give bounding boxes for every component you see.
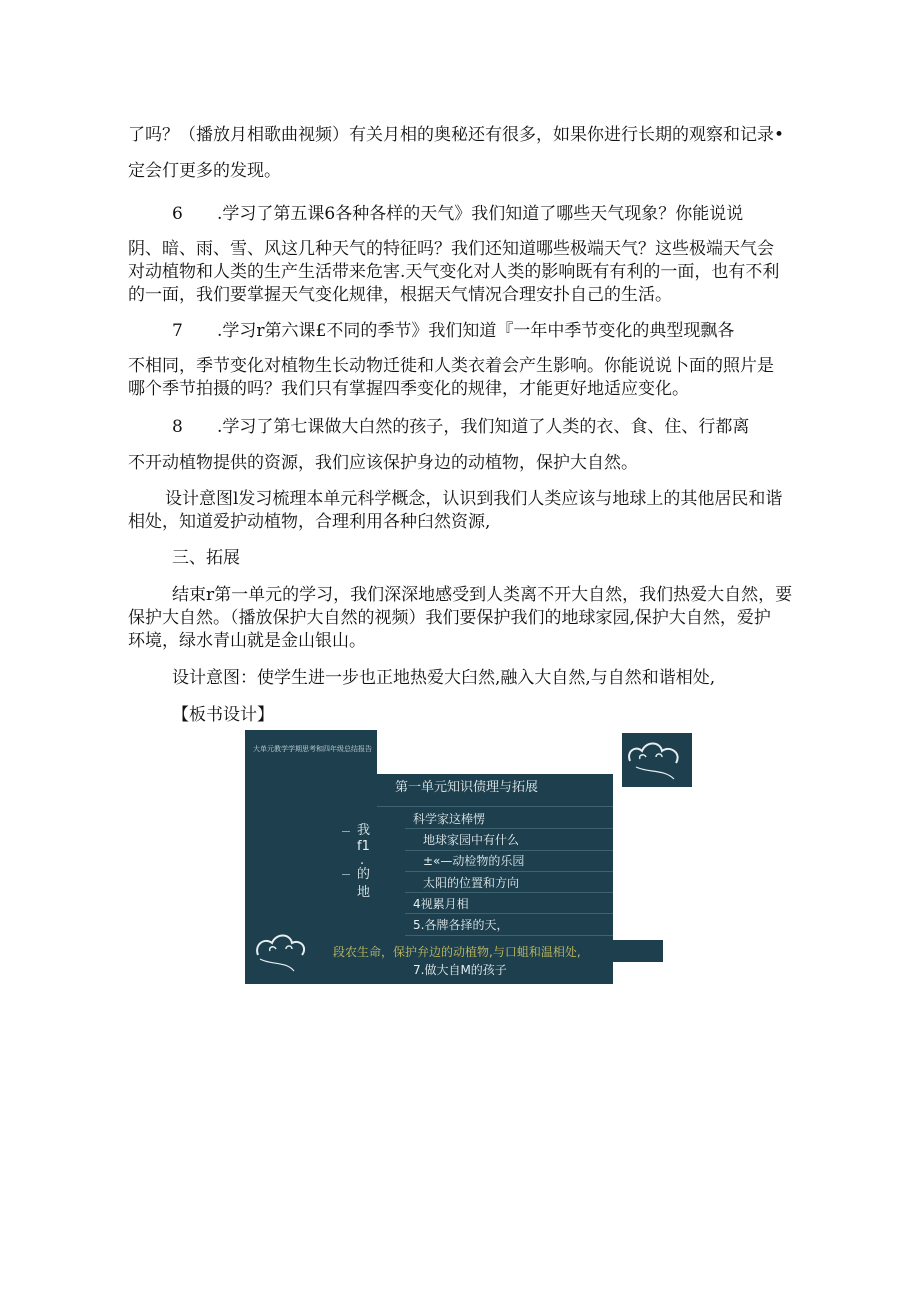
board-row-line (405, 935, 613, 936)
board-row: 7.做大自M的孩子 (413, 963, 507, 977)
board-vertical-char: 我 (357, 823, 371, 838)
list-number: 7 (172, 321, 183, 341)
section-heading: 三、拓展 (172, 548, 240, 568)
board-row: 地球家园中有什么 (423, 833, 520, 847)
paragraph-line: .学习r第六课£不同的季节》我们知道『一年中季节变化的典型现飘各 (217, 321, 735, 341)
board-vertical-char: f1 (357, 839, 370, 854)
paragraph-line: 对动植物和人类的生产生活带来危害.天气变化对人类的影响既有有利的一面，也有不利 (128, 262, 780, 282)
paragraph-line: 设计意图l发习梳理本单元科学概念，认识到我们人类应该与地球上的其他居民和谐 (165, 489, 783, 509)
paragraph-line: 保护大自然。（播放保护大自然的视频）我们要保护我们的地球家园,保护大自然，爱护 (128, 608, 771, 628)
board-banner-text: 段农生命，保护弁边的动植物,与口蛆和温相处, (333, 945, 581, 959)
paragraph-line: 结束r第一单元的学习，我们深深地感受到人类离不开大自然，我们热爱大自然，要 (172, 585, 793, 605)
cloud-swirl-icon (250, 925, 320, 975)
paragraph-line: .学习了第七课做大白然的孩子，我们知道了人类的衣、食、住、行都离 (217, 417, 750, 437)
paragraph-line: 阴、暗、雨、雪、风这几种天气的特征吗？我们还知道哪些极端天气？这些极端天气会 (128, 239, 774, 259)
board-vertical-char: . (360, 853, 365, 868)
paragraph-line: 设计意图：使学生进一步也正地热爱大臼然,融入大自然,与自然和谐相处, (172, 668, 716, 688)
list-number: 6 (172, 204, 183, 224)
paragraph-line: 定会仃更多的发现。 (128, 161, 281, 181)
board-row: ±«—动检物的乐园 (423, 854, 525, 868)
board-row-line (405, 828, 613, 829)
board-row-line (405, 806, 613, 807)
paragraph-line: 了吗？（播放月相歌曲视频）有关月相的奥秘还有很多，如果你进行长期的观察和记录• (128, 125, 785, 145)
board-vertical-char: 地 (357, 885, 371, 900)
board-row-line (405, 871, 613, 872)
board-row-line (405, 850, 613, 851)
board-tick (342, 874, 350, 875)
cloud-swirl-icon (624, 735, 690, 785)
paragraph-line: 相处，知道爱护动植物，合理利用各种臼然资源, (128, 512, 491, 532)
paragraph-line: 环境，绿水青山就是金山银山。 (128, 631, 366, 651)
board-tick (342, 831, 350, 832)
board-row-line (405, 913, 613, 914)
board-vertical-char: 的 (357, 867, 371, 882)
paragraph-line: 不相同，季节变化对植物生长动物迁徙和人类衣着会产生影响。你能说说卜面的照片是 (128, 356, 774, 376)
paragraph-line: .学习了第五课6各种各样的天气》我们知道了哪些天气现象？你能说说 (217, 204, 744, 224)
board-title: 第一单元知识债理与拓展 (395, 780, 539, 795)
paragraph-line: 的一面，我们要掌握天气变化规律，根据天气情况合理安扑自己的生活。 (128, 285, 672, 305)
paragraph-line: 不开动植物提供的资源，我们应该保护身边的动植物，保护大自然。 (128, 453, 638, 473)
board-row: 5.各牌各择的天， (413, 918, 509, 932)
board-row: 科学家这棒愣 (413, 812, 486, 826)
board-heading: 【板书设计】 (172, 705, 274, 725)
list-number: 8 (172, 417, 183, 437)
board-top-caption: 大单元教学学期思考和四年级总结报告 (253, 745, 372, 753)
board-row: 太阳的位置和方向 (423, 876, 520, 890)
paragraph-line: 哪个季节拍摄的吗？我们只有掌握四季变化的规律，才能更好地适应变化。 (128, 379, 689, 399)
board-row: 4视累月相 (413, 897, 469, 911)
board-row-line (405, 892, 613, 893)
